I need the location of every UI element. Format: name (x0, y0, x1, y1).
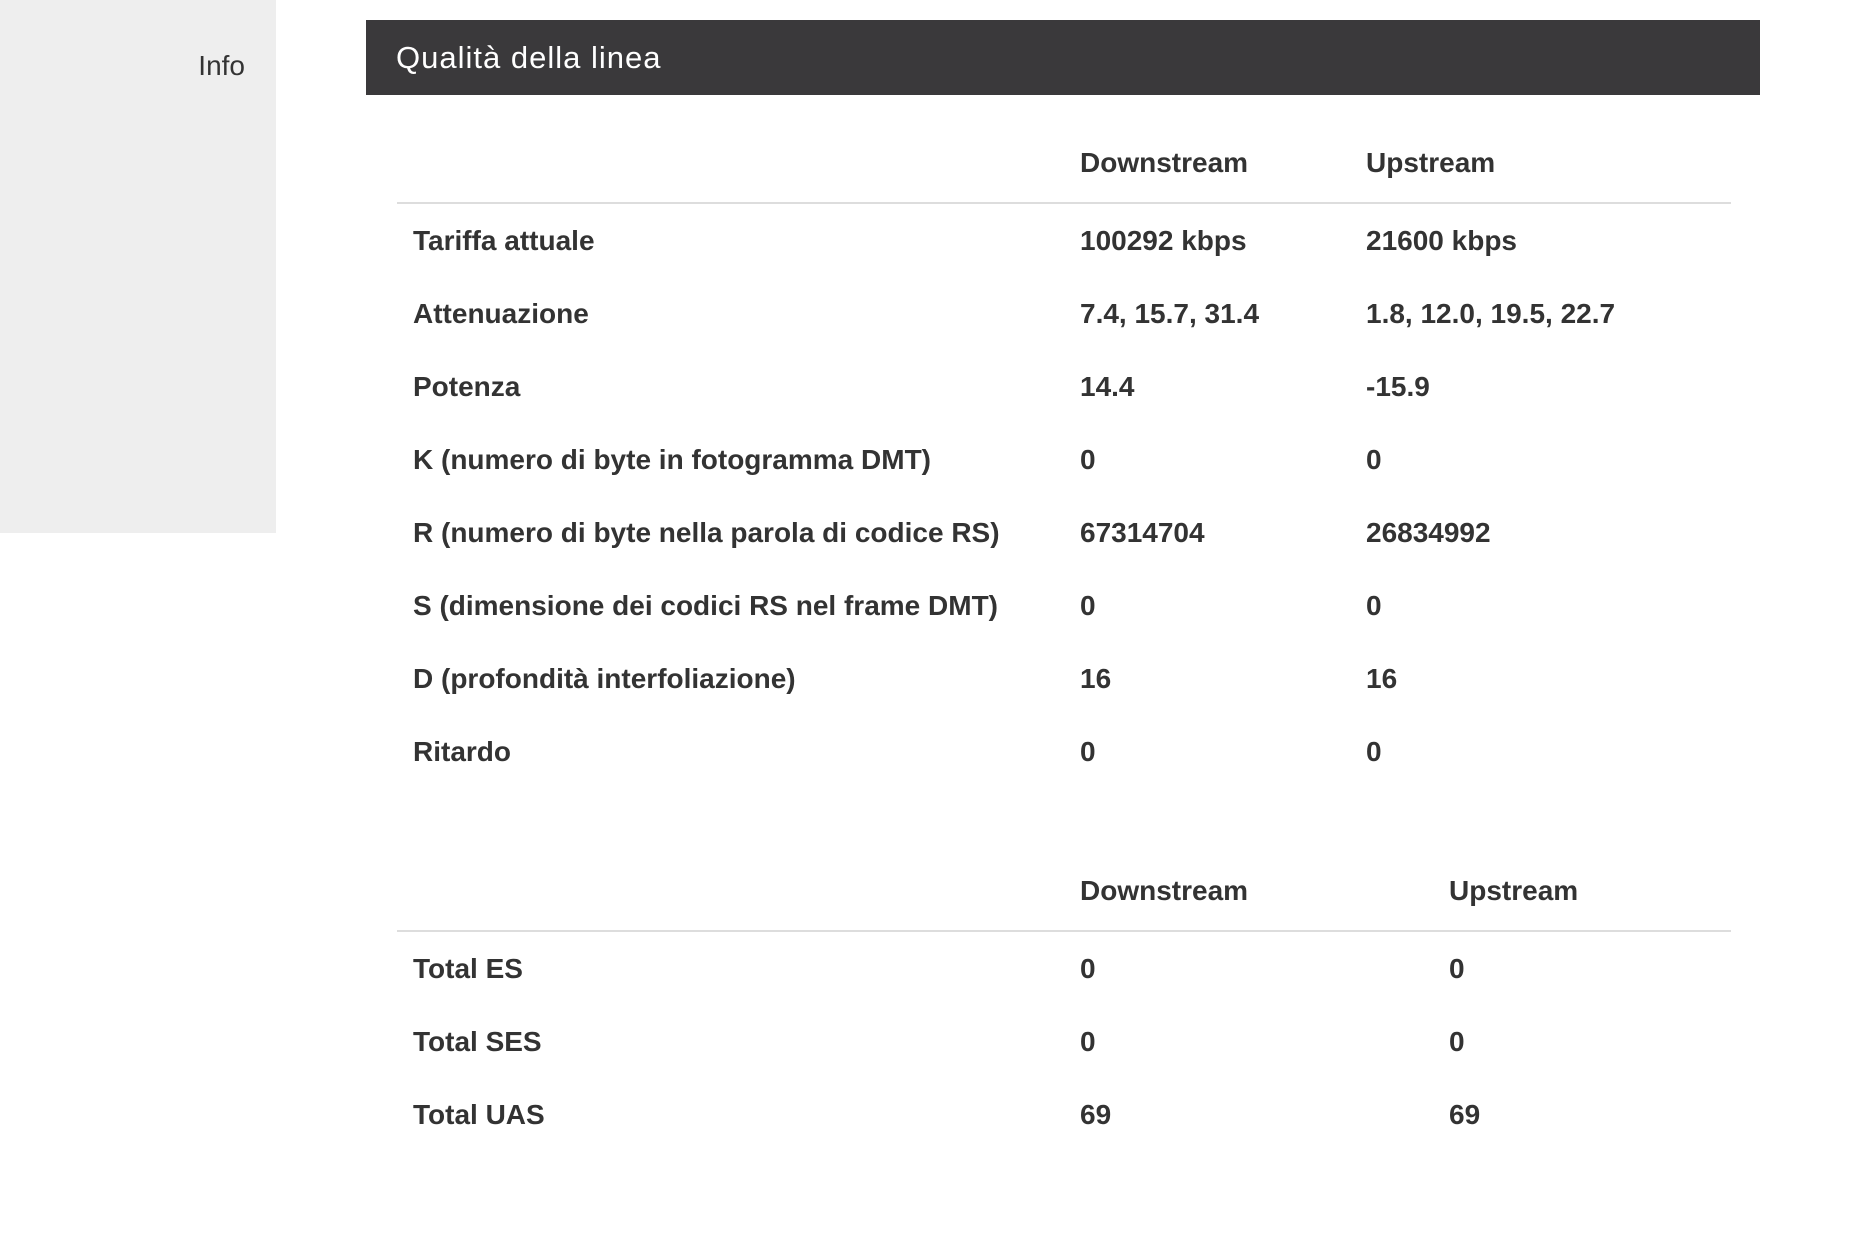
upstream-value: 0 (1366, 443, 1382, 475)
downstream-value: 14.4 (1080, 370, 1135, 402)
header-downstream: Downstream (1080, 852, 1449, 931)
table-header-row (397, 124, 1731, 203)
line-quality-table (397, 124, 1731, 788)
panel-title: Qualità della linea (366, 20, 1760, 95)
upstream-value: 69 (1449, 1098, 1481, 1130)
upstream-value: 0 (1366, 735, 1382, 767)
row-label: S (dimensione dei codici RS nel frame DMT) (413, 589, 998, 621)
upstream-value: 0 (1366, 589, 1382, 621)
downstream-value: 0 (1080, 589, 1096, 621)
row-label: Attenuazione (413, 297, 589, 329)
table-row (397, 1005, 1731, 1078)
table-header-row (397, 852, 1731, 931)
row-label: Tariffa attuale (413, 224, 595, 256)
downstream-value: 0 (1080, 443, 1096, 475)
downstream-value: 0 (1080, 952, 1096, 984)
row-label: Potenza (413, 370, 521, 402)
table-row (397, 496, 1731, 569)
upstream-value: 1.8, 12.0, 19.5, 22.7 (1366, 297, 1616, 329)
table-row (397, 203, 1731, 277)
upstream-value: -15.9 (1366, 370, 1430, 402)
upstream-value: 21600 kbps (1366, 224, 1517, 256)
downstream-value: 16 (1080, 662, 1112, 694)
upstream-value: 26834992 (1366, 516, 1491, 548)
table-row (397, 277, 1731, 350)
row-label: R (numero di byte nella parola di codice RS) (413, 516, 1000, 548)
downstream-value: 0 (1080, 1025, 1096, 1057)
header-label-column (397, 124, 1080, 203)
downstream-value: 100292 kbps (1080, 224, 1247, 256)
table-row (397, 423, 1731, 496)
table-row (397, 715, 1731, 788)
error-stats-table (397, 852, 1731, 1151)
downstream-value: 7.4, 15.7, 31.4 (1080, 297, 1260, 329)
downstream-value: 69 (1080, 1098, 1112, 1130)
downstream-value: 0 (1080, 735, 1096, 767)
sidebar (0, 0, 276, 533)
upstream-value: 16 (1366, 662, 1398, 694)
header-downstream: Downstream (1080, 124, 1366, 203)
upstream-value: 0 (1449, 1025, 1465, 1057)
header-upstream: Upstream (1449, 852, 1731, 931)
row-label: D (profondità interfoliazione) (413, 662, 796, 694)
row-label: Total ES (413, 952, 523, 984)
upstream-value: 0 (1449, 952, 1465, 984)
row-label: Ritardo (413, 735, 511, 767)
table-row (397, 569, 1731, 642)
header-upstream: Upstream (1366, 124, 1731, 203)
sidebar-item-info[interactable]: Info (198, 50, 245, 81)
row-label: Total UAS (413, 1098, 545, 1130)
table-row (397, 1078, 1731, 1151)
row-label: Total SES (413, 1025, 542, 1057)
header-label-column (397, 852, 1080, 931)
table-row (397, 931, 1731, 1005)
table-row (397, 350, 1731, 423)
table-row (397, 642, 1731, 715)
row-label: K (numero di byte in fotogramma DMT) (413, 443, 931, 475)
downstream-value: 67314704 (1080, 516, 1205, 548)
